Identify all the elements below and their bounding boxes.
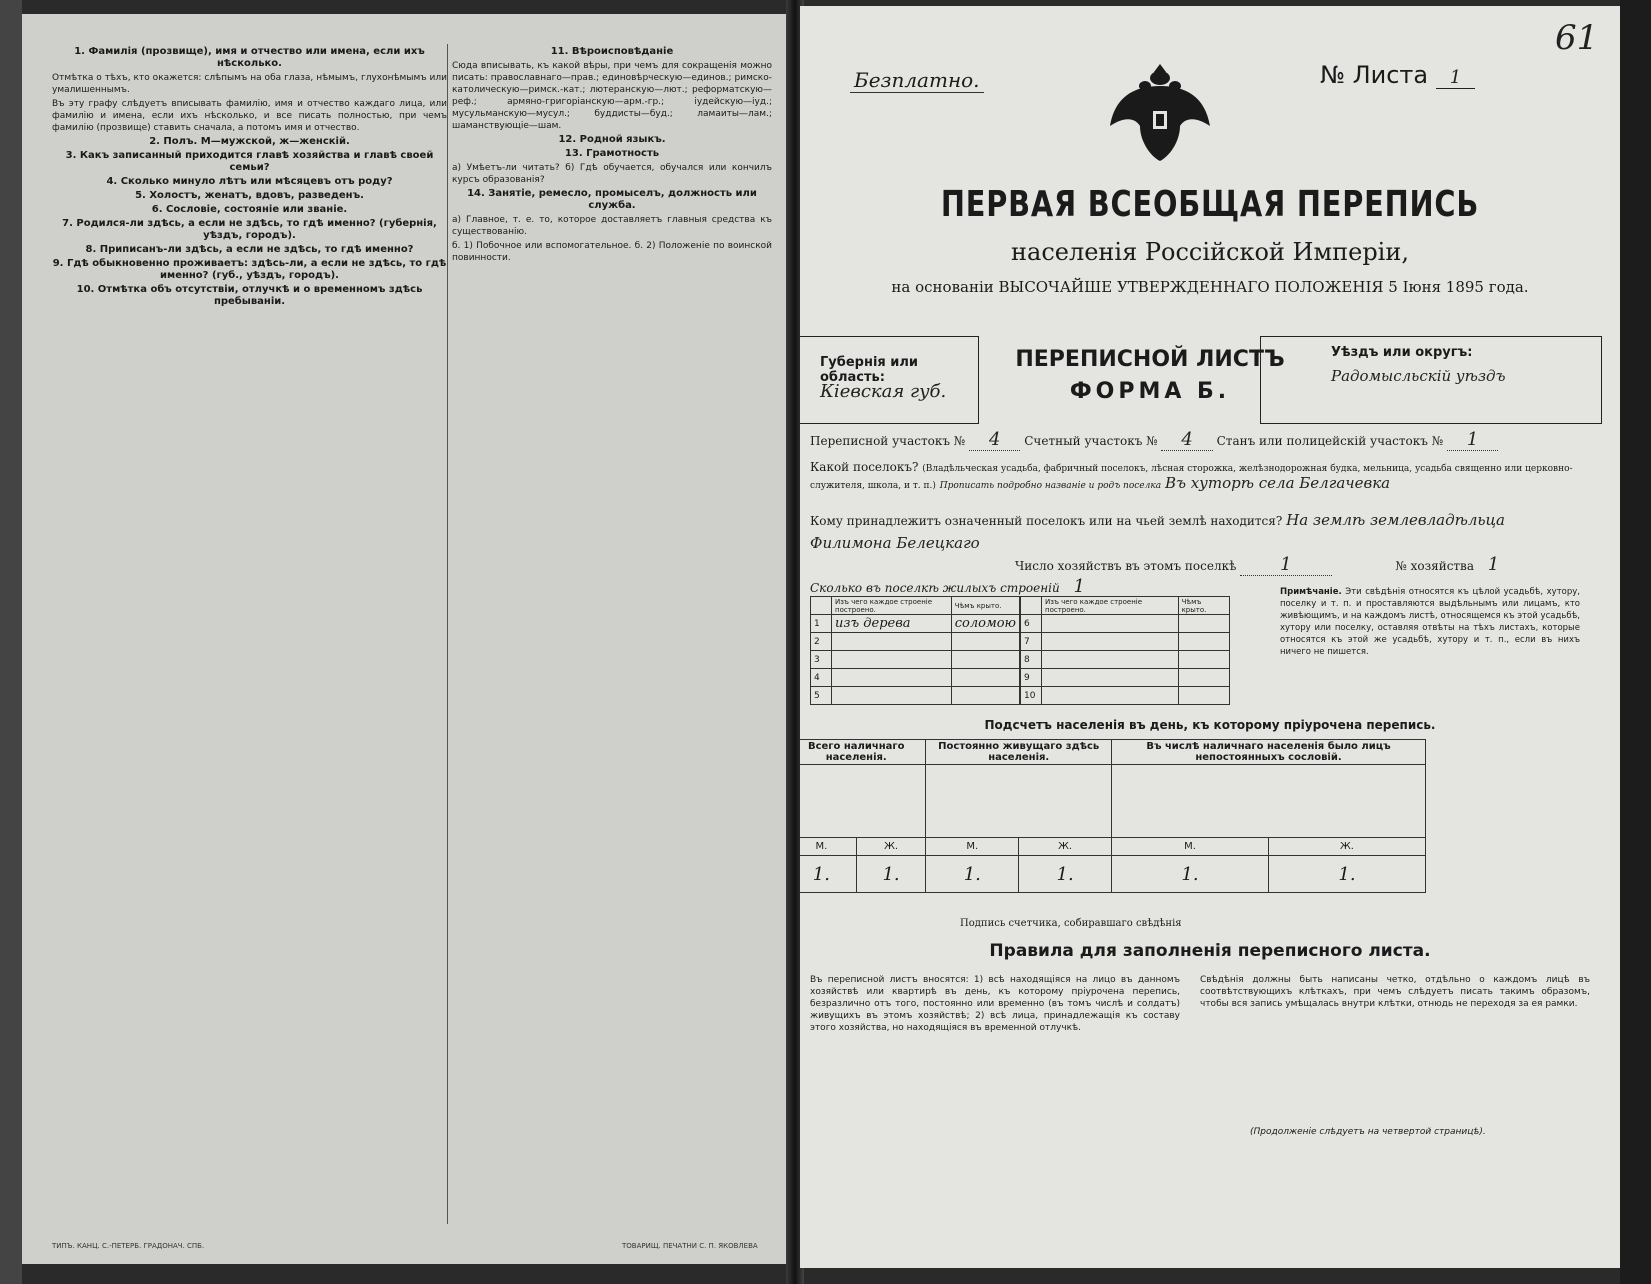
table-row xyxy=(811,615,1020,633)
buildings-label: Сколько въ поселкѣ жилыхъ строеній xyxy=(810,581,1060,595)
count-sex-label: Ж. xyxy=(1268,838,1425,856)
row-roof xyxy=(951,633,1019,651)
signature-label: Подпись счетчика, собиравшаго свѣдѣнія xyxy=(960,918,1182,929)
count-description xyxy=(926,765,1112,838)
note-title: Примѣчаніе. xyxy=(1280,587,1342,597)
instruction-heading: 14. Занятіе, ремесло, промыселъ, должность или служба. xyxy=(467,188,757,211)
gubernia-label: Губернія или область: xyxy=(820,355,919,385)
census-district-label: Переписной участокъ № xyxy=(810,434,966,448)
instruction-text: а) Умѣетъ-ли читать? б) Гдѣ обучается, обучался или кончилъ курсъ образованія? xyxy=(452,163,772,185)
row-number: 10 xyxy=(1021,687,1042,705)
census-district xyxy=(810,429,1498,450)
row-number: 1 xyxy=(811,615,832,633)
instructions-column-left xyxy=(52,44,447,310)
count-value: 1. xyxy=(926,856,1019,893)
count-header-1: Всего наличнаго населенія. xyxy=(800,740,926,765)
column-divider xyxy=(447,44,448,1224)
owner-value-2: Филимона Белецкаго xyxy=(810,534,980,552)
households-row xyxy=(1015,554,1509,575)
settlement-hint: (Владѣльческая усадьба, фабричный поселокъ, лѣсная сторожка, желѣзнодорожная будка, мельница, усадьба священно или церковно-служителя, школа, и т. п.) xyxy=(810,464,1573,491)
row-material xyxy=(1042,687,1179,705)
instruction-heading: 12. Родной языкъ. xyxy=(558,134,666,145)
instruction-text: б. 1) Побочное или вспомогательное. б. 2) Положеніе по воинской повинности. xyxy=(452,241,772,263)
settlement-hint-2: Прописать подробно названіе и родъ поселка xyxy=(939,481,1162,491)
row-material xyxy=(1042,633,1179,651)
row-number: 3 xyxy=(811,651,832,669)
table-head-num xyxy=(811,597,832,615)
buildings-row xyxy=(810,576,1095,597)
continuation-note: (Продолженіе слѣдуетъ на четвертой страницѣ). xyxy=(1250,1127,1486,1137)
row-material xyxy=(1042,651,1179,669)
sheet-number xyxy=(1320,61,1475,89)
row-material xyxy=(832,651,952,669)
table-row xyxy=(811,651,1020,669)
census-district-value: 4 xyxy=(969,429,1020,451)
instruction-heading: 5. Холостъ, женатъ, вдовъ, разведенъ. xyxy=(135,190,364,201)
count-sex-label: Ж. xyxy=(1019,838,1112,856)
stan-value: 1 xyxy=(1447,429,1498,451)
table-row xyxy=(1021,687,1230,705)
owner-label: Кому принадлежитъ означенный поселокъ или на чьей землѣ находится? xyxy=(810,514,1283,528)
count-description xyxy=(800,765,926,838)
row-roof xyxy=(1178,633,1229,651)
count-district-label: Счетный участокъ № xyxy=(1024,434,1158,448)
note-text: Эти свѣдѣнія относятся къ цѣлой усадьбѣ, хутору, поселку и т. п. и проставляются выдѣльнымъ или лицамъ, кто живѣющимъ, и на каждомъ листѣ, относящемся къ этой усадьбѣ, хутору или поселку, оставляя отвѣты на тѣхъ листахъ, которые относятся къ этой же усадьбѣ, хутору и т. п., если въ нихъ ничего не пишется. xyxy=(1280,587,1580,657)
instruction-heading: 10. Отмѣтка объ отсутствіи, отлучкѣ и о временномъ здѣсь пребываніи. xyxy=(76,284,423,307)
settlement-value: Въ хуторѣ села Белгачевка xyxy=(1164,474,1391,492)
instruction-heading: 11. Вѣроисповѣданіе xyxy=(550,46,674,57)
table-head-num xyxy=(1021,597,1042,615)
row-material xyxy=(832,633,952,651)
instruction-heading: 1. Фамилія (прозвище), имя и отчество или имена, если ихъ нѣсколько. xyxy=(74,46,425,69)
sheet-number-value: 1 xyxy=(1436,67,1475,89)
row-material xyxy=(832,669,952,687)
form-title-line2: ФОРМА Б. xyxy=(1069,379,1231,404)
table-row xyxy=(1021,669,1230,687)
count-value: 1. xyxy=(1019,856,1112,893)
free-label: Безплатно. xyxy=(850,68,984,93)
table-row xyxy=(811,669,1020,687)
households-value: 1 xyxy=(1240,554,1331,576)
left-page xyxy=(22,14,790,1264)
row-roof: соломою xyxy=(951,615,1019,633)
rules-right-column: Свѣдѣнія должны быть написаны четко, отдѣльно о каждомъ лицѣ въ соотвѣтствующихъ клѣткахъ, при чемъ слѣдуетъ писать такимъ образомъ, чтобы вся запись умѣщалась внутри клѣтки, отнюдь не переходя за ея рамки. xyxy=(1200,975,1590,1009)
row-roof xyxy=(1178,651,1229,669)
count-district-value: 4 xyxy=(1161,429,1212,451)
table-row xyxy=(811,633,1020,651)
book-edge-right xyxy=(1620,0,1651,1284)
table-head-roof: Чѣмъ крыто. xyxy=(1178,597,1229,615)
census-subtitle: населенія Россійской Имперіи, xyxy=(1011,238,1409,266)
buildings-table-left xyxy=(810,596,1020,705)
table-row xyxy=(1021,615,1230,633)
row-number: 6 xyxy=(1021,615,1042,633)
footer-right: ТОВАРИЩ. ПЕЧАТНИ С. П. ЯКОВЛЕВА xyxy=(622,1242,758,1250)
table-head-material: Изъ чего каждое строеніе построено. xyxy=(1042,597,1179,615)
row-number: 7 xyxy=(1021,633,1042,651)
count-sex-label: М. xyxy=(926,838,1019,856)
census-decree: на основаніи ВЫСОЧАЙШЕ УТВЕРЖДЕННАГО ПОЛОЖЕНІЯ 5 Іюня 1895 года. xyxy=(891,278,1529,296)
count-header-2: Постоянно живущаго здѣсь населенія. xyxy=(926,740,1112,765)
note-block xyxy=(1280,586,1580,658)
count-sex-label: М. xyxy=(1112,838,1269,856)
table-row xyxy=(811,687,1020,705)
instruction-text: Сюда вписывать, къ какой вѣры, при чемъ для сокращенія можно писать: православнаго—прав.; единовѣрческую—единов.; римско-католическую—римск.-кат.; лютеранскую—лют.; реформатскую—реф.; армяно-григоріанскую—арм.-гр.; іудейскую—іуд.; мусульманскую—мусул.; буддисты—буд.; ламаиты—лам.; шаманствующіе—шам. xyxy=(452,61,772,131)
instruction-heading: 2. Полъ. М—мужской, ж—женскій. xyxy=(149,136,350,147)
table-head-material: Изъ чего каждое строеніе построено. xyxy=(832,597,952,615)
instruction-text: а) Главное, т. е. то, которое доставляетъ главныя средства къ существованію. xyxy=(452,215,772,237)
uezd-label: Уѣздъ или округъ: xyxy=(1331,345,1473,360)
row-material xyxy=(1042,669,1179,687)
count-value: 1. xyxy=(800,856,856,893)
row-roof xyxy=(1178,687,1229,705)
stan-label: Станъ или полицейскій участокъ № xyxy=(1216,434,1444,448)
population-count-table xyxy=(800,739,1426,893)
book-edge-left xyxy=(0,0,22,1284)
instructions-column-right xyxy=(452,44,772,266)
table-row xyxy=(1021,651,1230,669)
row-number: 4 xyxy=(811,669,832,687)
uezd-box xyxy=(1260,336,1602,424)
instruction-text: Въ эту графу слѣдуетъ вписывать фамилію, имя и отчество каждаго лица, или фамилію и имена, если ихъ нѣсколько, и все писать полностью, при чемъ фамилію (прозвище) ставить сначала, а потомъ имя и отчество. xyxy=(52,99,447,133)
gubernia-box xyxy=(800,336,979,424)
form-title-line1: ПЕРЕПИСНОЙ ЛИСТЪ xyxy=(1015,347,1285,372)
owner-value: На землѣ землевладѣльца xyxy=(1286,511,1505,529)
owner-row xyxy=(810,511,1610,529)
household-no-label: № хозяйства xyxy=(1395,559,1474,573)
count-title: Подсчетъ населенія въ день, къ которому пріурочена перепись. xyxy=(984,718,1436,732)
page-number-handwritten: 61 xyxy=(1555,18,1599,58)
row-material: изъ дерева xyxy=(832,615,952,633)
settlement-row xyxy=(810,460,1610,492)
instruction-heading: 7. Родился-ли здѣсь, а если не здѣсь, то гдѣ именно? (губернія, уѣздъ, городъ). xyxy=(62,218,437,241)
count-sex-label: Ж. xyxy=(856,838,926,856)
row-roof xyxy=(1178,669,1229,687)
row-roof xyxy=(951,687,1019,705)
household-no-value: 1 xyxy=(1487,554,1500,575)
row-roof xyxy=(951,669,1019,687)
count-sex-label: М. xyxy=(800,838,856,856)
count-value: 1. xyxy=(1268,856,1425,893)
buildings-table-right xyxy=(1020,596,1230,705)
row-number: 9 xyxy=(1021,669,1042,687)
rules-title: Правила для заполненія переписного листа. xyxy=(989,941,1431,961)
row-number: 2 xyxy=(811,633,832,651)
sheet-number-label: № Листа xyxy=(1320,61,1429,89)
instruction-heading: 4. Сколько минуло лѣтъ или мѣсяцевъ отъ роду? xyxy=(106,176,393,187)
table-row xyxy=(1021,633,1230,651)
rules-left-column: Въ переписной листъ вносятся: 1) всѣ находящіяся на лицо въ данномъ хозяйствѣ или квартирѣ въ день, къ которому пріурочена перепись, безразлично отъ того, постоянно или временно (въ томъ числѣ и солдатъ) живущихъ въ этомъ хозяйствѣ; 2) всѣ лица, принадлежащія къ составу этого хозяйства, но находящіяся въ временной отлучкѣ. xyxy=(810,975,1180,1033)
table-head-roof: Чѣмъ крыто. xyxy=(951,597,1019,615)
row-roof xyxy=(1178,615,1229,633)
settlement-label: Какой поселокъ? xyxy=(810,460,919,474)
row-roof xyxy=(951,651,1019,669)
instruction-text: Отмѣтка о тѣхъ, кто окажется: слѣпымъ на оба глаза, нѣмымъ, глухонѣмымъ или умалишеннымъ. xyxy=(52,73,447,95)
count-value: 1. xyxy=(856,856,926,893)
instruction-heading: 9. Гдѣ обыкновенно проживаетъ: здѣсь-ли, а если не здѣсь, то гдѣ именно? (губ., уѣздъ, городъ). xyxy=(52,258,447,281)
count-value: 1. xyxy=(1112,856,1269,893)
right-page xyxy=(800,6,1620,1268)
count-header-3: Въ числѣ наличнаго населенія было лицъ непостоянныхъ сословій. xyxy=(1112,740,1426,765)
census-title: ПЕРВАЯ ВСЕОБЩАЯ ПЕРЕПИСЬ xyxy=(940,184,1480,225)
row-number: 8 xyxy=(1021,651,1042,669)
instruction-heading: 3. Какъ записанный приходится главѣ хозяйства и главѣ своей семьи? xyxy=(65,150,434,173)
buildings-value: 1 xyxy=(1073,576,1085,597)
instruction-heading: 6. Сословіе, состояніе или званіе. xyxy=(151,204,348,215)
count-description xyxy=(1112,765,1426,838)
row-number: 5 xyxy=(811,687,832,705)
instruction-heading: 8. Приписанъ-ли здѣсь, а если не здѣсь, то гдѣ именно? xyxy=(85,244,414,255)
imperial-eagle-emblem xyxy=(1105,56,1215,166)
gubernia-value: Кіевская губ. xyxy=(820,381,947,402)
uezd-value: Радомысльскій уѣздъ xyxy=(1331,367,1506,385)
instruction-heading: 13. Грамотность xyxy=(564,148,660,159)
footer-left: ТИПЪ. КАНЦ. С.-ПЕТЕРБ. ГРАДОНАЧ. СПБ. xyxy=(52,1242,205,1250)
households-label: Число хозяйствъ въ этомъ поселкѣ xyxy=(1015,559,1237,573)
row-material xyxy=(1042,615,1179,633)
row-material xyxy=(832,687,952,705)
